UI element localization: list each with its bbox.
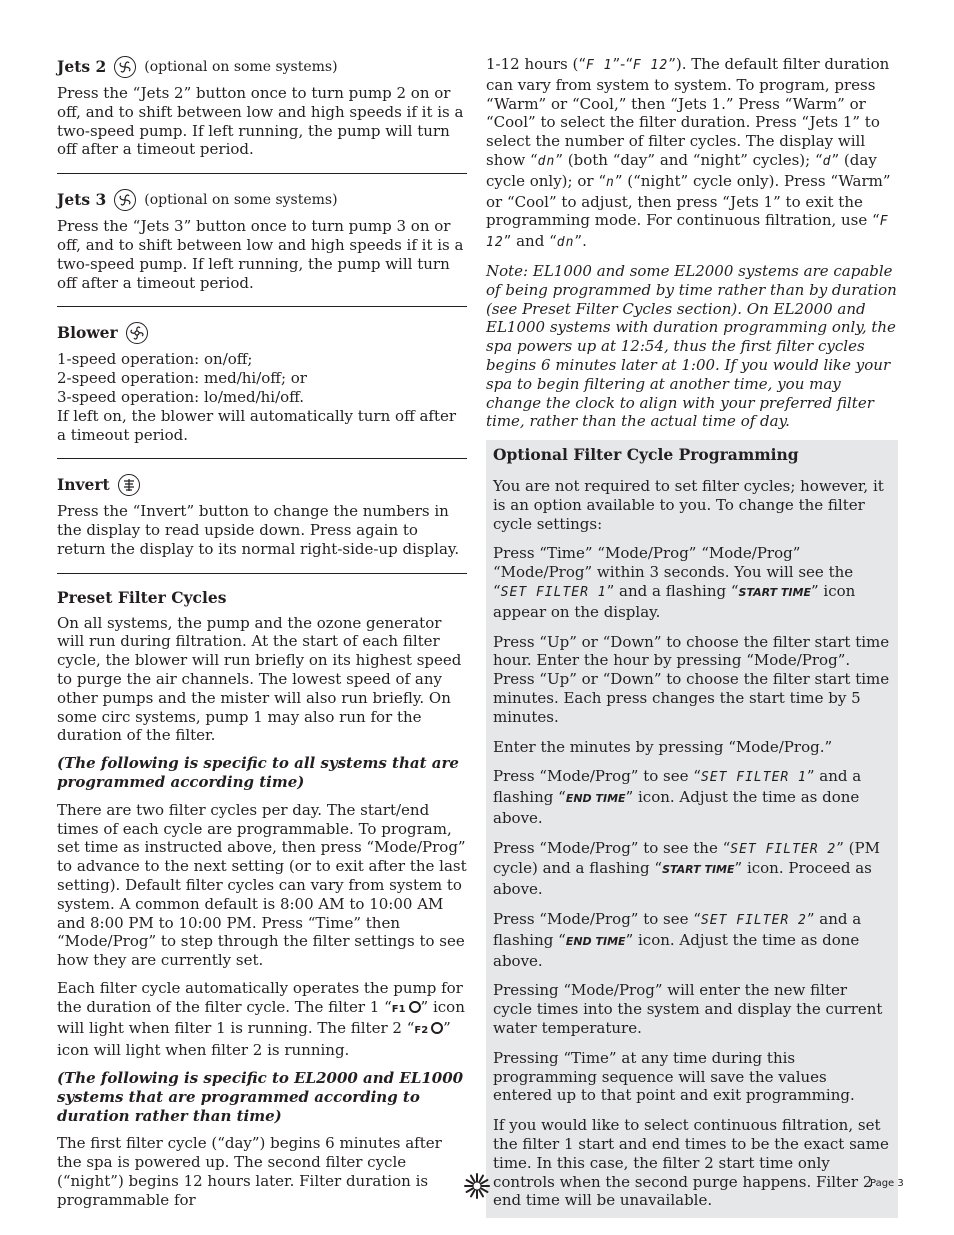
invert-heading: [57, 474, 467, 496]
f2-label: F2: [414, 1025, 429, 1037]
preset-title: Preset Filter Cycles: [57, 587, 227, 607]
dur-text-f: ” (“night” cycle only). Press “Warm” or “Cool” to adjust, then press “Jets 1” to exit the programming mode. For continuous filtration, use “: [486, 171, 891, 230]
box-p9: Pressing “Time” at any time during this programming sequence will save the values entered up to that point and exit programming.: [493, 1048, 855, 1105]
blower-heading: [57, 322, 467, 344]
blower-title: Blower: [57, 322, 118, 342]
lcd-dn-continuous: dn: [556, 235, 575, 251]
box-p7: [493, 910, 890, 970]
blower-section: [57, 306, 467, 444]
lcd-set-filter-1: SET FILTER 1: [700, 770, 807, 786]
left-column: [57, 56, 467, 1219]
lcd-d: d: [822, 153, 832, 169]
box-p5: [493, 767, 890, 827]
blower-line-2: 2-speed operation: med/hi/off; or: [57, 369, 307, 388]
box-p4: Enter the minutes by pressing “Mode/Prog.”: [493, 737, 833, 756]
jets2-text: Press the “Jets 2” button once to turn pump 2 on or off, and to shift between low and high speeds if it is a two-speed pump. If left running, the pump will turn off after a timeout period.: [57, 84, 464, 159]
box-p5-a: Press “Mode/Prog” to see “: [493, 767, 701, 786]
preset-p4: The first filter cycle (“day”) begins 6 minutes after the spa is powered up. The second filter cycle (“night”) begins 12 hours later. Filter duration is programmable for: [57, 1134, 442, 1209]
box-p2-a: Press “Time” “Mode/Prog” “Mode/Prog” “Mode/Prog” within 3 seconds. You will see the “: [493, 544, 854, 600]
jets3-text: Press the “Jets 3” button once to turn pump 3 on or off, and to shift between low and high speeds if it is a two-speed pump. If left running, the pump will turn off after a timeout period.: [57, 217, 464, 292]
blower-line-4: If left on, the blower will automatically turn off after a timeout period.: [57, 406, 457, 444]
preset-p3-c: ” icon will light when filter 2 is running.: [57, 1019, 451, 1060]
sunburst-logo-icon: [464, 1173, 490, 1203]
jets2-heading: [57, 56, 467, 78]
dur-text-c: ”). The default filter duration can vary from system to system. To program, press “Warm” or “Cool,” then “Jets 1.” Press “Warm” or “Cool” to select the filter duration. Press “Jets 1” to select the number of filter cycles. The display will show “: [486, 55, 890, 169]
lcd-set-filter-2: SET FILTER 2: [730, 841, 837, 857]
invert-text: Press the “Invert” button to change the numbers in the display to read upside down. Press again to return the display to its normal right-side-up display.: [57, 502, 460, 558]
jets3-heading: [57, 189, 467, 211]
dur-text-g: ” and “: [503, 232, 557, 251]
dur-text-e: ” (day cycle only); or “: [486, 150, 877, 190]
lcd-set-filter-2: SET FILTER 2: [700, 913, 807, 929]
box-p2-b: ” and a flashing “: [606, 581, 739, 600]
box-p6-b: ” (PM cycle) and a flashing “: [493, 838, 880, 878]
f1-label: F1: [391, 1003, 406, 1015]
preset-p2: There are two filter cycles per day. The start/end times of each cycle are programmable. To program, set time as instructed above, then press “Mode/Prog” to advance to the next setting (or to exit after the last setting). Default filter cycles can vary from system to system. A common default is 8:00 AM to 10:00 AM and 8:00 PM to 10:00 PM. Press “Time” then “Mode/Prog” to step through the filter settings to see how they are currently set.: [57, 800, 467, 970]
box-p5-c: ” icon. Adjust the time as done above.: [493, 788, 860, 827]
dur-text-d: ” (both “day” and “night” cycles); “: [555, 150, 823, 169]
box-p7-a: Press “Mode/Prog” to see “: [493, 910, 701, 929]
invert-section: [57, 458, 467, 558]
jets2-note: (optional on some systems): [144, 58, 338, 75]
lcd-set-filter-1: SET FILTER 1: [500, 584, 607, 600]
box-p2: [493, 544, 890, 621]
box-p5-b: ” and a flashing “: [493, 767, 862, 807]
lcd-n: n: [606, 174, 615, 190]
lcd-f12: F 12: [632, 58, 669, 73]
blower-line-1: 1-speed operation: on/off;: [57, 350, 253, 369]
box-p10: If you would like to select continuous filtration, set the filter 1 start and end times to be the exact same time. In this case, the filter 2 start time only controls when the second purge happens. Filter 2 end time will be unavailable.: [493, 1116, 889, 1210]
jets3-note: (optional on some systems): [144, 191, 338, 208]
box-p6: [493, 839, 890, 899]
lcd-f12-continuous: F 12: [486, 214, 889, 251]
preset-subhead-1: (The following is specific to all systems that are programmed according time): [57, 754, 459, 791]
optional-filter-box: [486, 440, 898, 1218]
invert-icon: [118, 474, 140, 496]
dur-text-a: 1-12 hours (“: [486, 55, 586, 73]
end-time-icon: END TIME: [565, 934, 626, 948]
end-time-icon: END TIME: [565, 792, 626, 806]
box-title: Optional Filter Cycle Programming: [493, 445, 799, 465]
blower-icon: [126, 322, 148, 344]
filter1-icon: [409, 1001, 421, 1013]
box-heading: [493, 446, 890, 465]
preset-heading: [57, 589, 467, 608]
page-number: Page 3: [870, 1178, 904, 1189]
box-p6-a: Press “Mode/Prog” to see the “: [493, 838, 731, 857]
box-p6-c: ” icon. Proceed as above.: [493, 859, 872, 899]
preset-subhead-2: (The following is specific to EL2000 and EL1000 systems that are programmed according to duration rather than time): [57, 1069, 464, 1125]
dur-text-h: ”.: [574, 232, 587, 251]
jets-icon: [114, 56, 136, 78]
start-time-icon: START TIME: [662, 863, 735, 877]
lcd-f1: F 1: [585, 58, 613, 73]
invert-title: Invert: [57, 474, 110, 494]
duration-paragraph: [486, 55, 898, 253]
box-p3: Press “Up” or “Down” to choose the filter start time hour. Enter the hour by pressing “Mode/Prog”. Press “Up” or “Down” to choose the filter start time minutes. Each press changes the start time by 5 minutes.: [493, 632, 890, 726]
preset-p3-b: ” icon will light when filter 1 is running. The filter 2 “: [57, 997, 465, 1038]
box-p7-b: ” and a flashing “: [493, 910, 862, 949]
filter2-icon: [431, 1022, 443, 1034]
preset-section: [57, 573, 467, 1210]
box-p1: You are not required to set filter cycles; however, it is an option available to you. To change the filter cycle settings:: [493, 476, 884, 533]
start-time-icon: START TIME: [738, 585, 811, 599]
jets-icon: [114, 189, 136, 211]
preset-p3: [57, 979, 467, 1060]
right-column: [486, 55, 898, 1218]
jets2-section: [57, 56, 467, 159]
jets3-title: Jets 3: [57, 189, 107, 209]
blower-line-3: 3-speed operation: lo/med/hi/off.: [57, 387, 305, 406]
jets3-section: [57, 173, 467, 292]
lcd-dn: dn: [537, 153, 556, 169]
jets2-title: Jets 2: [57, 56, 107, 76]
note-paragraph: Note: EL1000 and some EL2000 systems are capable of being programmed by time rather than by duration (see Preset Filter Cycles section). On EL2000 and EL1000 systems with duration programming only, the spa powers up at 12:54, thus the first filter cycles begins 6 minutes later at 1:00. If you would like your spa to begin filtering at another time, you may change the clock to align with your preferred filter time, rather than the actual time of day.: [486, 261, 897, 431]
dur-text-b: ”-“: [612, 55, 633, 73]
box-p7-c: ” icon. Adjust the time as done above.: [493, 930, 860, 970]
preset-p3-a: Each filter cycle automatically operates the pump for the duration of the filter cycle. The filter 1 “: [57, 978, 463, 1016]
box-p8: Pressing “Mode/Prog” will enter the new filter cycle times into the system and display the current water temperature.: [493, 981, 883, 1038]
box-p2-c: ” icon appear on the display.: [493, 581, 856, 621]
preset-p1: On all systems, the pump and the ozone generator will run during filtration. At the start of each filter cycle, the blower will run briefly on its highest speed to purge the air channels. The lowest speed of any other pumps and the mister will also run briefly. On some circ systems, pump 1 may also run for the duration of the filter.: [57, 613, 462, 745]
